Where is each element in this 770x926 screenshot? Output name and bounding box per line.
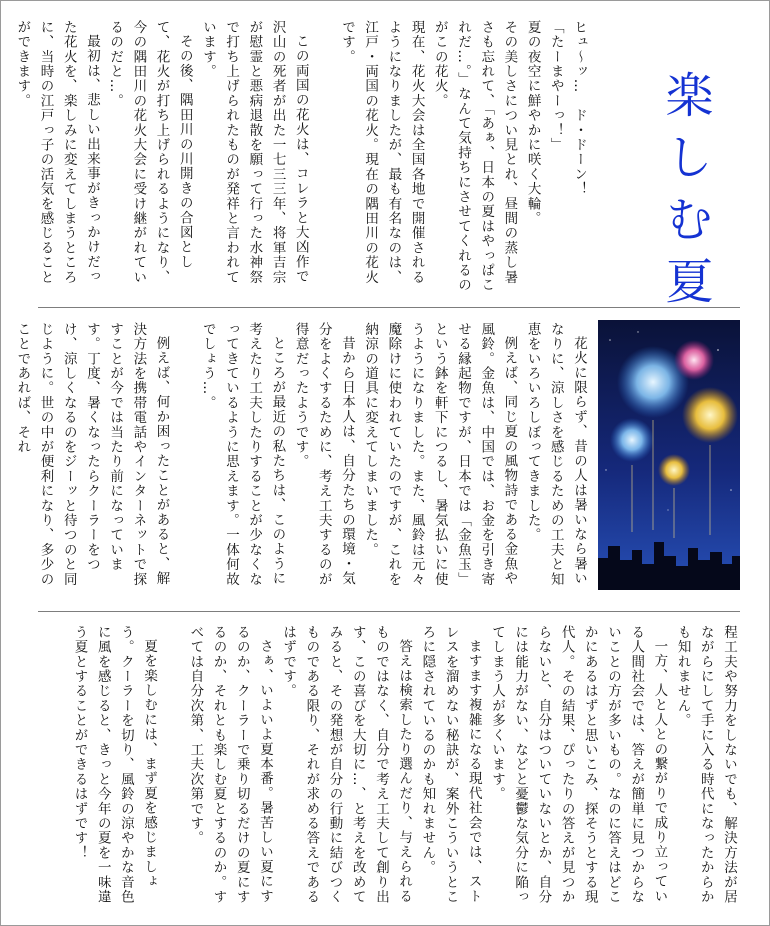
- paragraph: この両国の花火は、コレラと大凶作で沢山の死者が出た一七三三年、将軍吉宗が慰霊と悪病退散を願って行った水神祭で打ち上げられたものが発祥と言われています。: [199, 20, 309, 285]
- small-gold-firework: [658, 454, 690, 486]
- paragraph: 答えは検索したり選んだり、与えられるものではなく、自分で考え工夫して創り出す、この喜びを大切に…、と考えを改めてみると、その発想が自分の行動に結びつくものである限り、それが求める答えであるはずです。: [280, 625, 413, 905]
- paragraph: 昔から日本人は、自分たちの環境・気分をよくするために、考え工夫するのが得意だったようです。: [292, 322, 355, 587]
- paragraph: さぁ、いよいよ夏本番。暑苦しい夏にするのか、クーラーで乗り切るだけの夏にするのか、それとも楽しむ夏とするのか。すべては自分次第、工夫次第です。: [187, 625, 273, 905]
- text-band-bottom: [30, 625, 740, 907]
- paragraph: ところが最近の私たちは、このように考えたり工夫したりすることが少なくなってきているように思えます。一体何故でしょう…。: [199, 322, 286, 587]
- text-band-top: [14, 20, 590, 296]
- gold-firework: [682, 387, 738, 443]
- page-title: 楽しむ夏: [657, 70, 713, 318]
- section-divider: [38, 307, 740, 308]
- fireworks-svg: [598, 320, 740, 590]
- paragraph: その後、隅田川の川開きの合図として、花火が打ち上げられるようになり、今の隅田川の花火大会に受け継がれているのだと…。: [107, 20, 193, 285]
- paragraph: ヒュ～ッ… ド・ドーン！: [571, 20, 587, 197]
- pink-firework: [674, 340, 714, 380]
- paragraph: ますます複雑になる現代社会では、ストレスを溜めない秘訣が、案外こういうところに隠されているのかも知れません。: [419, 625, 482, 905]
- paragraph: 花火に限らず、昔の人は暑いなら暑いなりに、涼しさを感じるための工夫と知恵をいろいろしぼってきました。: [524, 322, 587, 587]
- paragraph: 一方、人と人との繋がりで成り立っている人間社会では、答えが簡単に見つからないことの方が多いもの。なのに答えはどこかにあるはずと思いこみ、探そうとする現代人。その結果、ぴったりの答えが見つからないと、自分はついていないとか、自分には能力がない、などと憂鬱な気分に陥ってしまう人が多くいます。: [488, 625, 668, 905]
- paragraph: 例えば、同じ夏の風物詩である金魚や風鈴。金魚は、中国では、お金を引き寄せる縁起物ですが、日本では「金魚玉」という鉢を軒下につるし、暑気払いに使うようになりました。また、風鈴は元々魔除けに使われていたのですが、これを納涼の道具に変えてしまいました。: [362, 322, 518, 587]
- paragraph: 例えば、何か困ったことがあると、解決方法を携帯電話やインターネットで探すことが今では当たり前になっています。丁度、暑くなったらクーラーをつけ、涼しくなるのをジーッと待つのと同じように。世の中が便利になり、多少のことであれば、それ: [14, 322, 170, 587]
- city-skyline: [598, 542, 740, 590]
- text-band-middle: [14, 322, 590, 598]
- paragraph: 現在、花火大会は全国各地で開催されるようになりましたが、最も有名なのは、江戸・両国の花火。現在の隅田川の花火です。: [338, 20, 425, 285]
- paragraph: 最初は、悲しい出来事がきっかけだった花火を、楽しみに変えてしまうところに、当時の江戸っ子の活気を感じることができます。: [14, 20, 100, 285]
- paragraph: 程工夫や努力をしないでも、解決方法が居ながらにして手に入る時代になったからかも知れません。: [674, 625, 737, 905]
- small-blue-firework: [610, 418, 654, 462]
- paragraph: 「たーまやーっ！」: [547, 20, 564, 153]
- paragraph: 夏の夜空に鮮やかに咲く大輪。: [524, 20, 541, 226]
- fireworks-illustration: [598, 320, 740, 590]
- paragraph: 夏を楽しむには、まず夏を感じましょう。クーラーを切り、風鈴の涼やかな音色に風を感じると、きっと今年の夏を一味違う夏とすることができるはずです！: [71, 625, 158, 905]
- section-divider: [38, 611, 740, 612]
- paragraph: その美しさについ見とれ、昼間の蒸し暑さも忘れて、「あぁ、日本の夏はやっぱこれだ…。」なんて気持ちにさせてくれるのがこの花火。: [431, 20, 518, 293]
